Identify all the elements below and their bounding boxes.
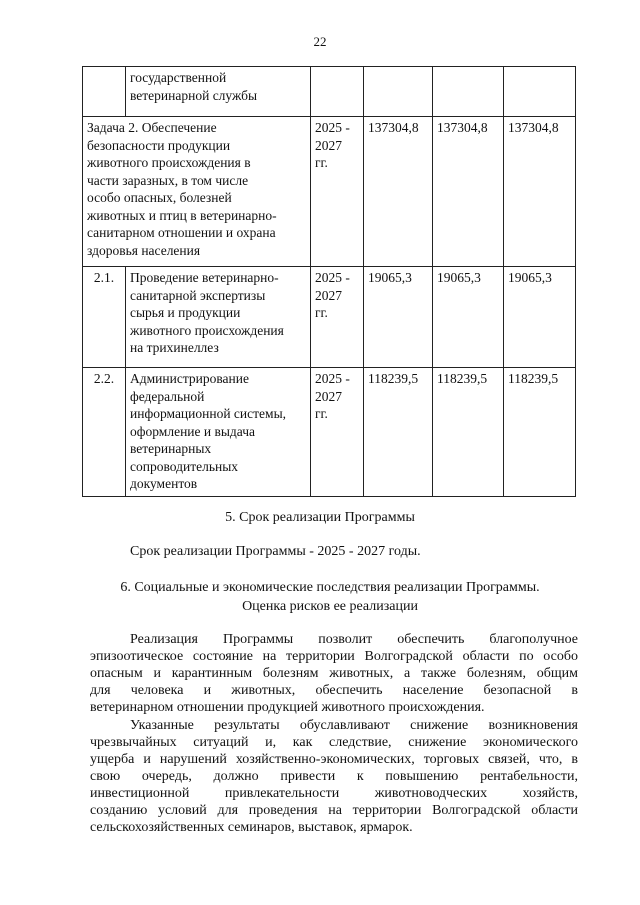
value-cell: 118239,5 bbox=[504, 368, 576, 497]
activity-name-cell-line: на трихинеллез bbox=[130, 340, 219, 355]
value-cell: 19065,3 bbox=[504, 267, 576, 368]
period-cell-line: гг. bbox=[315, 406, 328, 421]
table-row bbox=[83, 67, 576, 117]
activity-name-cell-line: оформление и выдача bbox=[130, 423, 256, 439]
period-cell-line: гг. bbox=[315, 155, 328, 170]
paragraph-line: Реализация Программы позволит обеспечить благополучное bbox=[130, 632, 578, 647]
program-table bbox=[82, 66, 576, 497]
period-cell bbox=[311, 67, 364, 117]
page-number: 22 bbox=[313, 34, 327, 49]
paragraph-line: сельскохозяйственных семинаров, выставок, ярмарок. bbox=[90, 820, 413, 835]
row-number-cell: 2.1. bbox=[83, 267, 126, 368]
value-cell bbox=[433, 67, 504, 117]
paragraph-line: для человека и животных, обеспечить население безопасной в bbox=[90, 683, 578, 698]
value-cell bbox=[504, 67, 576, 117]
activity-name-cell-line: особо опасных, болезней bbox=[87, 190, 232, 205]
activity-name-cell-line: части заразных, в том числе bbox=[87, 172, 249, 188]
paragraph-line: опасным и карантинным болезням животных, а также болезням, общим bbox=[90, 666, 578, 681]
activity-name-cell-line: государственной bbox=[130, 70, 227, 85]
activity-name-cell-line: животного происхождения bbox=[130, 322, 284, 338]
paragraph-1 bbox=[90, 631, 578, 716]
activity-name-cell bbox=[126, 67, 311, 117]
section-6-heading bbox=[80, 578, 580, 616]
paragraph-line: чрезвычайных ситуаций и, как следствие, снижение экономического bbox=[90, 735, 578, 750]
paragraph-2 bbox=[90, 717, 578, 836]
activity-name-cell-line: Администрирование bbox=[130, 371, 249, 386]
value-cell: 19065,3 bbox=[433, 267, 504, 368]
activity-name-cell-line: животного происхождения в bbox=[87, 155, 251, 170]
table-row bbox=[83, 267, 576, 368]
period-cell-line: гг. bbox=[315, 305, 328, 320]
period-cell-line: 2025 - bbox=[315, 120, 350, 135]
paragraph-line: ущерба и нарушений хозяйственно-экономических, торговых связей, что, в bbox=[90, 752, 578, 767]
period-cell-line: 2027 bbox=[315, 137, 342, 153]
value-cell: 118239,5 bbox=[433, 368, 504, 497]
activity-name-cell-line: сопроводительных bbox=[130, 458, 239, 474]
table-row bbox=[83, 368, 576, 497]
heading-line: Оценка рисков ее реализации bbox=[242, 599, 418, 614]
activity-name-cell-line: информационной системы, bbox=[130, 406, 287, 421]
period-cell-line: 2027 bbox=[315, 388, 342, 404]
activity-name-cell-line: здоровья населения bbox=[87, 242, 201, 258]
period-cell-line: 2025 - bbox=[315, 270, 350, 285]
value-cell: 137304,8 bbox=[364, 117, 433, 267]
period-cell-line: 2027 bbox=[315, 287, 342, 303]
activity-name-cell-line: федеральной bbox=[130, 388, 205, 404]
paragraph-line: эпизоотическое состояние на территории Волгоградской области по особо bbox=[90, 649, 578, 664]
period-cell bbox=[311, 368, 364, 497]
period-cell-line: 2025 - bbox=[315, 371, 350, 386]
value-cell: 137304,8 bbox=[504, 117, 576, 267]
paragraph-line: свою очередь, должно привести к повышению рентабельности, bbox=[90, 769, 578, 784]
activity-name-cell-line: сырья и продукции bbox=[130, 305, 241, 320]
paragraph-line: Указанные результаты обуславливают снижение возникновения bbox=[130, 718, 578, 733]
activity-name-cell-line: санитарном отношении и охрана bbox=[87, 225, 276, 240]
activity-name-cell-line: документов bbox=[130, 476, 198, 491]
activity-name-cell-line: Проведение ветеринарно- bbox=[130, 270, 279, 285]
activity-name-cell-line: санитарной экспертизы bbox=[130, 287, 266, 303]
activity-name-cell-line: животных и птиц в ветеринарно- bbox=[87, 207, 277, 223]
activity-name-cell-line: ветеринарной службы bbox=[130, 87, 258, 103]
activity-name-cell-line: Задача 2. Обеспечение bbox=[87, 120, 217, 135]
period-cell bbox=[311, 117, 364, 267]
paragraph-line: созданию условий для проведения на территории Волгоградской области bbox=[90, 803, 578, 818]
value-cell: 118239,5 bbox=[364, 368, 433, 497]
activity-name-cell-line: безопасности продукции bbox=[87, 137, 231, 153]
row-number-cell bbox=[83, 67, 126, 117]
section-5-heading: 5. Срок реализации Программы bbox=[225, 510, 415, 525]
table-row bbox=[83, 117, 576, 267]
value-cell: 19065,3 bbox=[364, 267, 433, 368]
activity-name-cell bbox=[83, 117, 311, 267]
section-5-text: Срок реализации Программы - 2025 - 2027 годы. bbox=[130, 544, 421, 559]
activity-name-cell-line: ветеринарных bbox=[130, 441, 212, 456]
value-cell: 137304,8 bbox=[433, 117, 504, 267]
heading-line: 6. Социальные и экономические последствия реализации Программы. bbox=[120, 580, 540, 595]
value-cell bbox=[364, 67, 433, 117]
paragraph-line: ветеринарном отношении продукцией животного происхождения. bbox=[90, 700, 485, 715]
activity-name-cell bbox=[126, 368, 311, 497]
activity-name-cell bbox=[126, 267, 311, 368]
row-number-cell: 2.2. bbox=[83, 368, 126, 497]
paragraph-line: инвестиционной привлекательности животноводческих хозяйств, bbox=[90, 786, 578, 801]
period-cell bbox=[311, 267, 364, 368]
